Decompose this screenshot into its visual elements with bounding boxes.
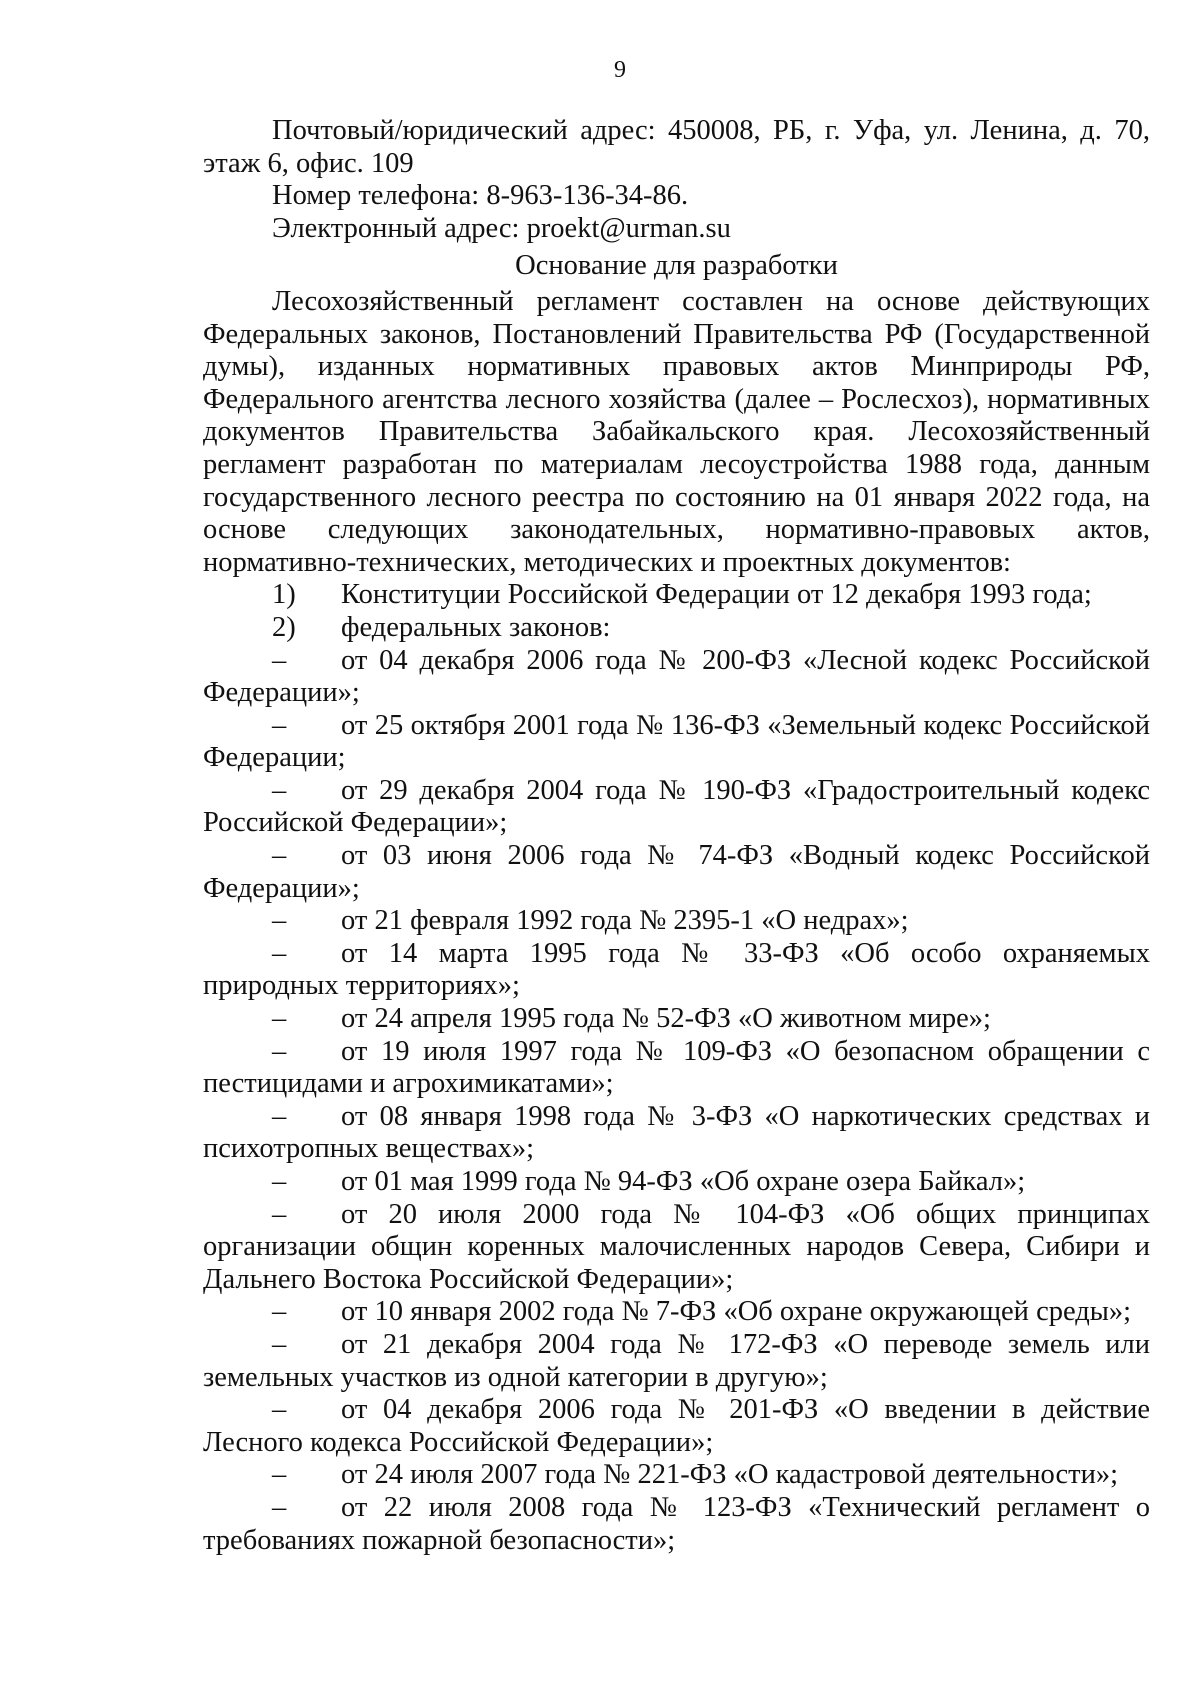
dash-marker: – <box>272 905 287 937</box>
law-item <box>203 1003 1150 1036</box>
law-text: от 14 марта 1995 года № 33-ФЗ «Об особо охраняемых природных территориях»; <box>203 937 1150 1002</box>
dash-marker: – <box>272 937 287 969</box>
law-item <box>203 1492 1150 1557</box>
item-text: Конституции Российской Федерации от 12 декабря 1993 года; <box>341 579 1092 611</box>
dash-marker: – <box>272 1459 287 1491</box>
law-text: от 03 июня 2006 года № 74-ФЗ «Водный кодекс Российской Федерации»; <box>203 840 1150 904</box>
dash-marker: – <box>272 1328 287 1360</box>
law-item <box>203 645 1150 710</box>
dash-marker: – <box>272 709 287 741</box>
numbered-item <box>203 612 1150 645</box>
law-item <box>203 1166 1150 1199</box>
dash-marker: – <box>272 1198 287 1230</box>
law-item <box>203 938 1150 1003</box>
numbered-item <box>203 579 1150 612</box>
page-number: 9 <box>614 57 626 83</box>
intro-paragraph: Лесохозяйственный регламент составлен на основе действующих Федеральных законов, Постановлений Правительства РФ (Государственной думы), изданных нормативных правовых актов Минприроды РФ, Федерального агентства лесного хозяйства (далее – Рослесхоз), нормативных документов Правительства Забайкальского края. Лесохозяйственный регламент разработан по материалам лесоустройства 1988 года, данным государственного лесного реестра по состоянию на 01 января 2022 года, на основе следующих законодательных, нормативно-правовых актов, нормативно-технических, методических и проектных документов: <box>203 285 1150 578</box>
law-text: от 08 января 1998 года № 3-ФЗ «О наркотических средствах и психотропных веществах»; <box>203 1100 1150 1165</box>
law-text: от 24 июля 2007 года № 221-ФЗ «О кадастровой деятельности»; <box>341 1459 1118 1491</box>
law-text: от 04 декабря 2006 года № 200-ФЗ «Лесной кодекс Российской Федерации»; <box>203 644 1150 709</box>
law-text: от 24 апреля 1995 года № 52-ФЗ «О животном мире»; <box>341 1003 991 1035</box>
law-item <box>203 1199 1150 1297</box>
numbered-list <box>203 579 1150 644</box>
law-item <box>203 1459 1150 1492</box>
postal-address: Почтовый/юридический адрес: 450008, РБ, г. Уфа, ул. Ленина, д. 70, этаж 6, офис. 109 <box>203 115 1150 179</box>
law-text: от 29 декабря 2004 года № 190-ФЗ «Градостроительный кодекс Российской Федерации»; <box>203 774 1150 839</box>
section-heading: Основание для разработки <box>515 250 838 282</box>
law-item <box>203 1329 1150 1394</box>
dash-marker: – <box>272 1394 287 1426</box>
law-item <box>203 710 1150 775</box>
law-text: от 19 июля 1997 года № 109-ФЗ «О безопасном обращении с пестицидами и агрохимикатами»; <box>203 1035 1150 1100</box>
item-text: федеральных законов: <box>341 611 611 643</box>
dash-marker: – <box>272 1035 287 1067</box>
law-item <box>203 1296 1150 1329</box>
dash-marker: – <box>272 1100 287 1132</box>
law-item <box>203 775 1150 840</box>
law-text: от 21 декабря 2004 года № 172-ФЗ «О переводе земель или земельных участков из одной категории в другую»; <box>203 1328 1150 1393</box>
law-text: от 01 мая 1999 года № 94-ФЗ «Об охране озера Байкал»; <box>341 1166 1026 1197</box>
dash-marker: – <box>272 644 287 676</box>
phone-number: Номер телефона: 8-963-136-34-86. <box>272 180 689 212</box>
dash-marker: – <box>272 1491 287 1523</box>
item-number: 2) <box>272 611 296 643</box>
dash-marker: – <box>272 1003 287 1035</box>
law-item <box>203 1036 1150 1101</box>
item-number: 1) <box>272 579 296 611</box>
law-text: от 10 января 2002 года № 7-ФЗ «Об охране окружающей среды»; <box>341 1296 1132 1328</box>
law-text: от 25 октября 2001 года № 136-ФЗ «Земельный кодекс Российской Федерации; <box>203 709 1150 774</box>
law-item <box>203 1394 1150 1459</box>
dash-marker: – <box>272 1296 287 1328</box>
law-item <box>203 905 1150 938</box>
law-text: от 21 февраля 1992 года № 2395-1 «О недрах»; <box>341 905 909 937</box>
federal-laws-list <box>203 645 1150 1558</box>
law-text: от 04 декабря 2006 года № 201-ФЗ «О введении в действие Лесного кодекса Российской Федерации»; <box>203 1394 1150 1458</box>
law-item <box>203 1101 1150 1166</box>
email-address: Электронный адрес: proekt@urman.su <box>272 212 731 244</box>
dash-marker: – <box>272 1166 287 1197</box>
dash-marker: – <box>272 774 287 806</box>
document-body <box>203 115 1150 1557</box>
law-item <box>203 840 1150 905</box>
law-text: от 22 июля 2008 года № 123-ФЗ «Технический регламент о требованиях пожарной безопасности»; <box>203 1491 1150 1556</box>
law-text: от 20 июля 2000 года № 104-ФЗ «Об общих принципах организации общин коренных малочисленных народов Севера, Сибири и Дальнего Востока Российской Федерации»; <box>203 1198 1150 1295</box>
dash-marker: – <box>272 840 287 872</box>
